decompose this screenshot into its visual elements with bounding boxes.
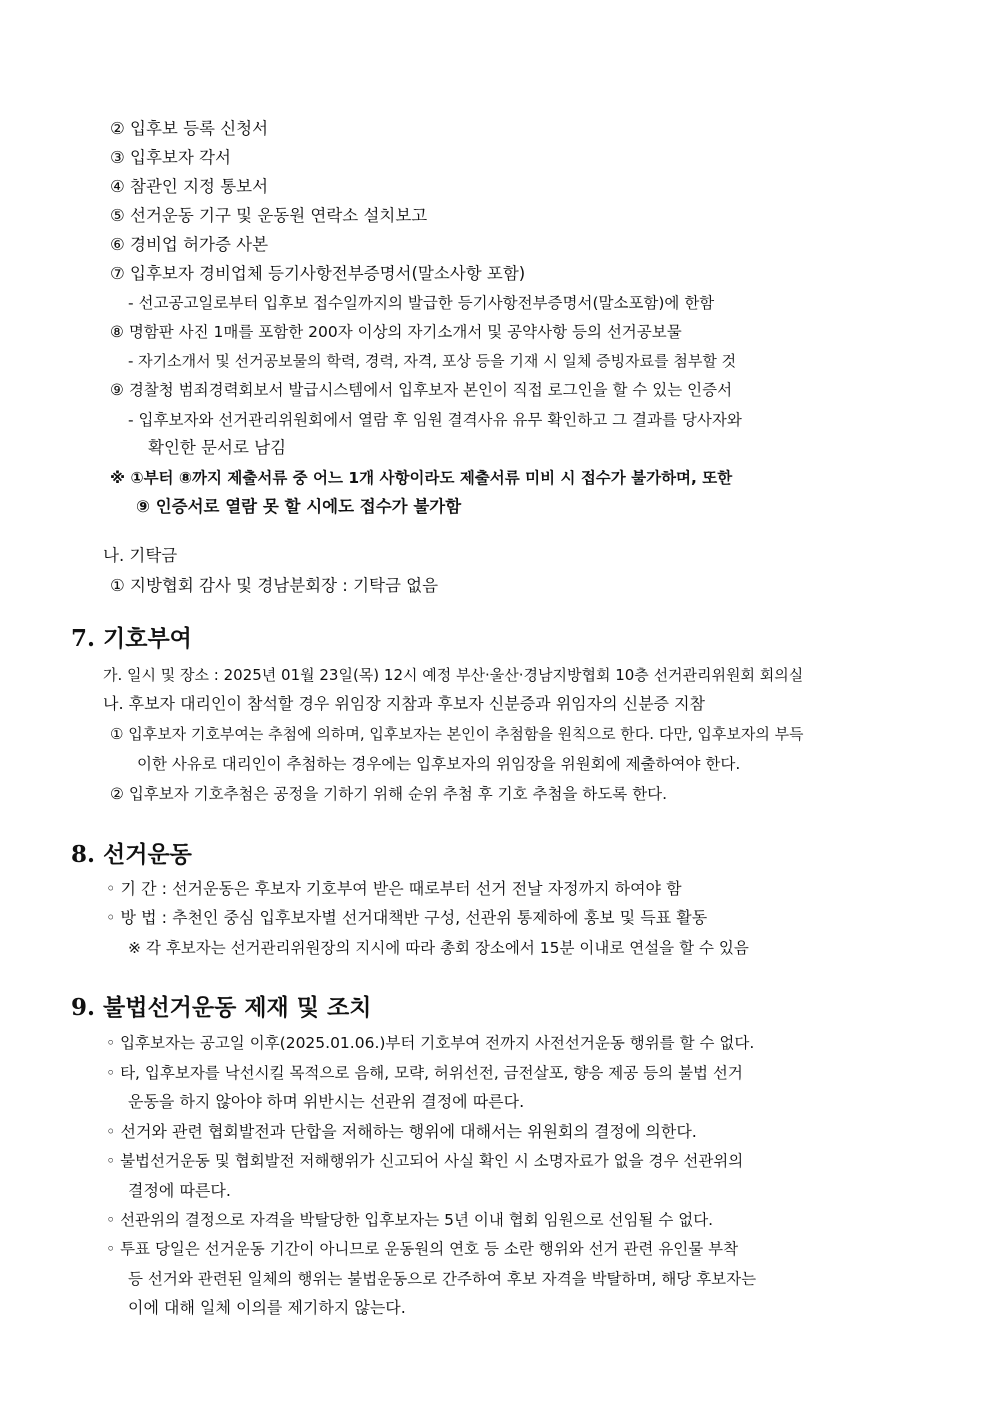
list-subitem: - 선고공고일로부터 입후보 접수일까지의 발급한 등기사항전부증명서(말소포함)에 한함 xyxy=(128,294,715,312)
section-line: ◦ 입후보자는 공고일 이후(2025.01.06.)부터 기호부여 전까지 사전선거운동 행위를 할 수 없다. xyxy=(106,1034,755,1052)
list-item: ② 입후보 등록 신청서 xyxy=(110,119,269,138)
section-heading: 9. 불법선거운동 제재 및 조치 xyxy=(71,994,372,1021)
section-line-continued: 이한 사유로 대리인이 추첨하는 경우에는 입후보자의 위임장을 위원회에 제출하여야 한다. xyxy=(137,755,741,773)
section-line: ② 입후보자 기호추첨은 공정을 기하기 위해 순위 추첨 후 기호 추첨을 하도록 한다. xyxy=(110,785,668,803)
list-item: ⑧ 명함판 사진 1매를 포함한 200자 이상의 자기소개서 및 공약사항 등의 선거공보물 xyxy=(110,323,682,341)
section-heading: 8. 선거운동 xyxy=(71,841,192,868)
section-line: 가. 일시 및 장소 : 2025년 01월 23일(목) 12시 예정 부산·울산·경남지방협회 10층 선거관리위원회 회의실 xyxy=(103,666,804,684)
list-subitem: - 자기소개서 및 선거공보물의 학력, 경력, 자격, 포상 등을 기재 시 일체 증빙자료를 첨부할 것 xyxy=(128,352,737,370)
list-item: ⑤ 선거운동 기구 및 운동원 연락소 설치보고 xyxy=(110,206,428,225)
list-item: ⑦ 입후보자 경비업체 등기사항전부증명서(말소사항 포함) xyxy=(110,264,526,283)
notice-line-1: ※ ①부터 ⑧까지 제출서류 중 어느 1개 사항이라도 제출서류 미비 시 접수가 불가하며, 또한 xyxy=(110,469,733,487)
section-line: ◦ 불법선거운동 및 협회발전 저해행위가 신고되어 사실 확인 시 소명자료가 없을 경우 선관위의 xyxy=(106,1152,744,1170)
section-line: ◦ 기 간 : 선거운동은 후보자 기호부여 받은 때로부터 선거 전날 자정까지 하여야 함 xyxy=(106,879,682,898)
section-note: ※ 각 후보자는 선거관리위원장의 지시에 따라 총회 장소에서 15분 이내로 연설을 할 수 있음 xyxy=(128,939,749,957)
section-line: ◦ 선거와 관련 협회발전과 단합을 저해하는 행위에 대해서는 위원회의 결정에 의한다. xyxy=(106,1122,697,1141)
section-line: ◦ 선관위의 결정으로 자격을 박탈당한 입후보자는 5년 이내 협회 임원으로 선임될 수 없다. xyxy=(106,1211,714,1229)
section-line: ◦ 투표 당일은 선거운동 기간이 아니므로 운동원의 연호 등 소란 행위와 선거 관련 유인물 부착 xyxy=(106,1240,739,1258)
section-line-continued: 결정에 따른다. xyxy=(128,1181,231,1200)
list-item: ④ 참관인 지정 통보서 xyxy=(110,177,269,196)
section-line: ◦ 타, 입후보자를 낙선시킬 목적으로 음해, 모략, 허위선전, 금전살포, 향응 제공 등의 불법 선거 xyxy=(106,1064,743,1082)
list-item: ⑨ 경찰청 범죄경력회보서 발급시스템에서 입후보자 본인이 직접 로그인을 할 수 있는 인증서 xyxy=(110,381,733,399)
section-line: ① 입후보자 기호부여는 추첨에 의하며, 입후보자는 본인이 추첨함을 원칙으로 한다. 다만, 입후보자의 부득 xyxy=(110,725,804,743)
list-subitem-continued: 확인한 문서로 남김 xyxy=(148,438,287,457)
deposit-title: 나. 기탁금 xyxy=(103,546,178,565)
section-line-continued: 이에 대해 일체 이의를 제기하지 않는다. xyxy=(128,1298,406,1317)
section-heading: 7. 기호부여 xyxy=(71,625,192,652)
section-line-continued: 운동을 하지 않아야 하며 위반시는 선관위 결정에 따른다. xyxy=(128,1092,525,1111)
section-line-continued: 등 선거와 관련된 일체의 행위는 불법운동으로 간주하여 후보 자격을 박탈하며, 해당 후보자는 xyxy=(128,1270,757,1288)
notice-line-2: ⑨ 인증서로 열람 못 할 시에도 접수가 불가함 xyxy=(136,497,462,516)
section-line: 나. 후보자 대리인이 참석할 경우 위임장 지참과 후보자 신분증과 위임자의 신분증 지참 xyxy=(103,694,705,713)
deposit-item: ① 지방협회 감사 및 경남분회장 : 기탁금 없음 xyxy=(110,576,439,595)
list-item: ③ 입후보자 각서 xyxy=(110,148,231,167)
section-line: ◦ 방 법 : 추천인 중심 입후보자별 선거대책반 구성, 선관위 통제하에 홍보 및 득표 활동 xyxy=(106,908,708,927)
list-item: ⑥ 경비업 허가증 사본 xyxy=(110,235,269,254)
list-subitem: - 입후보자와 선거관리위원회에서 열람 후 임원 결격사유 유무 확인하고 그 결과를 당사자와 xyxy=(128,411,742,429)
